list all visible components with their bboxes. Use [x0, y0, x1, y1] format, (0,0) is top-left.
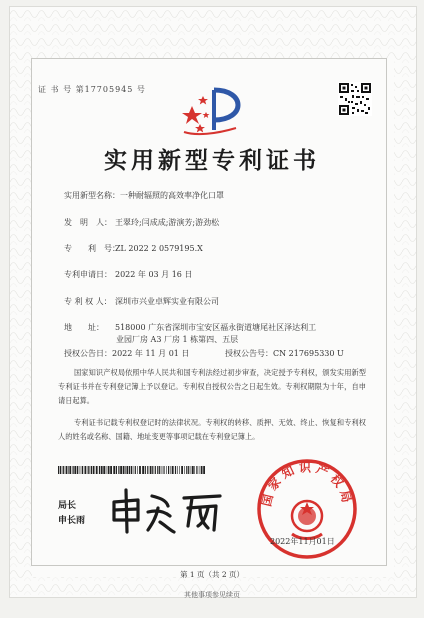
address-line-1: 518000 广东省深圳市宝安区福永街道塘尾社区泽达利工 — [115, 323, 317, 332]
qr-code-icon — [338, 82, 372, 116]
grant-date-label: 授权公告日： — [64, 349, 112, 358]
certificate-title: 实用新型专利证书 — [104, 147, 320, 174]
grant-date-row — [64, 348, 189, 359]
announcement-number-value: CN 217695330 U — [273, 349, 344, 358]
legal-status-paragraph: 专利证书记载专利权登记时的法律状况。专利权的转移、质押、无效、终止、恢复和专利权人的姓名或名称、国籍、地址变更等事项记载在专利登记簿上。 — [58, 418, 366, 441]
director-name: 申长雨 — [58, 516, 86, 526]
patentee-row — [64, 296, 219, 307]
utility-model-name-value: 一种耐辐照的高效率净化口罩 — [120, 191, 224, 200]
seal-text: 国家知识产权局 — [259, 460, 355, 508]
filing-date-row — [64, 269, 192, 280]
filing-date-value: 2022 年 03 月 16 日 — [115, 270, 193, 279]
seal-date: 2022年11月01日 — [270, 537, 335, 546]
patent-number-label: 专 利 号： — [64, 244, 120, 253]
address-line-2: 业园厂房 A3 厂房 1 栋第四、五层 — [116, 335, 239, 344]
continuation-note: 其他事项参见续页 — [184, 591, 240, 599]
utility-model-name-row — [64, 190, 224, 201]
certificate-number: 证 书 号 第17705945 号 — [38, 85, 146, 94]
address-row — [64, 322, 316, 333]
page-number: 第 1 页（共 2 页） — [179, 570, 245, 579]
grant-date-value: 2022 年 11 月 01 日 — [112, 349, 190, 358]
announcement-number-row — [225, 348, 344, 359]
announcement-number-label: 授权公告号： — [225, 349, 273, 358]
inventor-label: 发 明 人： — [64, 218, 112, 227]
filing-date-label: 专利申请日： — [64, 270, 112, 279]
barcode — [58, 466, 206, 474]
patentee-value: 深圳市兴业卓辉实业有限公司 — [115, 297, 219, 306]
patent-number-row — [64, 243, 203, 254]
patent-number-value: ZL 2022 2 0579195.X — [115, 244, 203, 253]
inventor-value: 王翠玲;闫成成;游演芳;游劲松 — [115, 218, 220, 227]
grant-statement-paragraph: 国家知识产权局依照中华人民共和国专利法经过初步审查，决定授予专利权，颁发实用新型专利证书并在专利登记簿上予以登记。专利权自授权公告之日起生效。专利权期限为十年，自申请日起算。 — [58, 368, 366, 405]
inventor-row — [64, 217, 219, 228]
cnipa-logo — [176, 84, 246, 140]
patentee-label: 专 利 权 人： — [64, 297, 112, 306]
utility-model-name-label: 实用新型名称： — [64, 191, 120, 200]
address-label: 地 址： — [64, 323, 104, 332]
director-title: 局长 — [58, 501, 77, 511]
handwritten-signature — [108, 486, 226, 536]
